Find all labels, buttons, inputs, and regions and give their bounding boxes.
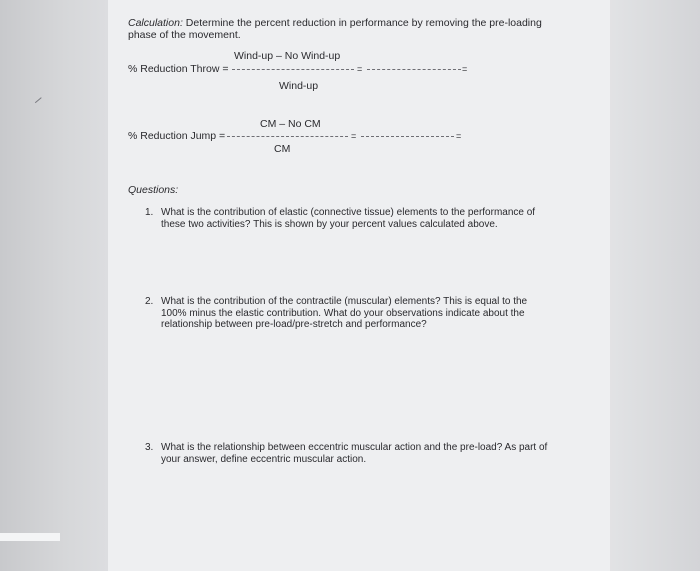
jump-numerator: CM – No CM	[260, 118, 321, 130]
question-3-number: 3.	[145, 442, 154, 453]
calculation-line-1	[128, 17, 542, 29]
jump-equals-1: =	[351, 131, 357, 141]
questions-heading: Questions:	[128, 184, 179, 196]
jump-denominator: CM	[274, 143, 291, 155]
jump-fraction-line	[227, 136, 348, 137]
throw-equals-2: =	[462, 64, 468, 74]
throw-numerator: Wind-up – No Wind-up	[234, 50, 341, 62]
jump-answer-line	[361, 136, 454, 137]
calculation-label: Calculation:	[128, 17, 183, 29]
question-2-number: 2.	[145, 296, 154, 307]
question-1-number: 1.	[145, 207, 154, 218]
light-stripe	[0, 533, 60, 541]
throw-equals-1: =	[357, 64, 363, 74]
question-1-text: What is the contribution of elastic (connective tissue) elements to the performance of these two activities? This is shown by your percent values calculated above.	[161, 207, 536, 230]
calculation-text-2: phase of the movement.	[128, 29, 241, 41]
throw-denominator: Wind-up	[279, 80, 319, 92]
throw-answer-line	[367, 69, 461, 70]
background-left	[0, 0, 108, 571]
question-3-text: What is the relationship between eccentric muscular action and the pre-load? As part of your answer, define eccentric muscular action.	[161, 442, 548, 465]
jump-label: % Reduction Jump =	[128, 130, 226, 142]
background-right	[608, 0, 700, 571]
worksheet-page	[108, 0, 610, 571]
throw-label: % Reduction Throw =	[128, 63, 229, 75]
jump-equals-2: =	[456, 131, 462, 141]
question-2-text: What is the contribution of the contractile (muscular) elements? This is equal to the 100% minus the elastic contribution. What do your observations indicate about the relationship between pre-load/pre-stretch and performance?	[161, 296, 528, 330]
calculation-text: Determine the percent reduction in performance by removing the pre-loading	[185, 17, 542, 29]
throw-fraction-line	[232, 69, 354, 70]
